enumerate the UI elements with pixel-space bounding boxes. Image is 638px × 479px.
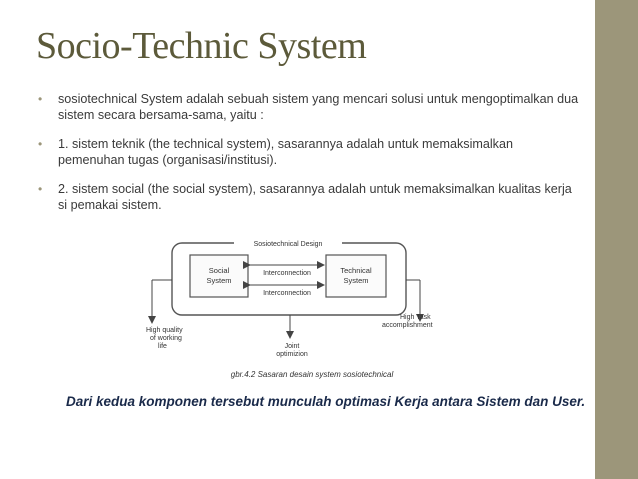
- quality-label: life: [158, 343, 167, 350]
- design-label: Sosiotechnical Design: [253, 241, 323, 248]
- joint-label: Joint: [284, 343, 300, 350]
- task-label: High Task: [400, 314, 431, 321]
- conclusion-text: Dari kedua komponen tersebut munculah optimasi Kerja antara Sistem dan User.: [66, 394, 586, 409]
- interconnection-top-label: Interconnection: [263, 270, 311, 277]
- bullet-item: [36, 181, 581, 213]
- bullet-text: 2. sistem social (the social system), sasarannya adalah untuk memaksimalkan kualitas kerja si pemakai sistem.: [58, 182, 572, 212]
- bullet-item: [36, 91, 581, 123]
- figure-caption: gbr.4.2 Sasaran desain system sosiotechnical: [230, 370, 394, 379]
- technical-system-label: System: [343, 276, 369, 285]
- social-system-label: System: [206, 276, 232, 285]
- bullet-marker-icon: •: [38, 137, 43, 151]
- sociotechnical-diagram: [142, 235, 487, 387]
- bullet-list: [36, 91, 581, 226]
- interconnection-bottom-label: Interconnection: [263, 290, 311, 297]
- bullet-marker-icon: •: [38, 182, 43, 196]
- joint-label: optimizion: [276, 351, 308, 358]
- bullet-marker-icon: •: [38, 92, 43, 106]
- quality-label: High quality: [146, 327, 183, 334]
- bullet-text: sosiotechnical System adalah sebuah sistem yang mencari solusi untuk mengoptimalkan dua sistem secara bersama-sama, yaitu :: [58, 92, 579, 122]
- quality-label: of working: [150, 335, 182, 342]
- bullet-text: 1. sistem teknik (the technical system), sasarannya adalah untuk memaksimalkan pemenuhan tugas (organisasi/institusi).: [58, 137, 513, 167]
- slide-sidebar-band: [595, 0, 638, 479]
- slide-title: Socio-Technic System: [36, 25, 367, 67]
- social-system-label: Social: [208, 266, 230, 275]
- sociotechnical-diagram-figure: [142, 235, 487, 387]
- bullet-item: [36, 136, 581, 168]
- task-label: accomplishment: [382, 322, 433, 329]
- technical-system-label: Technical: [340, 266, 372, 275]
